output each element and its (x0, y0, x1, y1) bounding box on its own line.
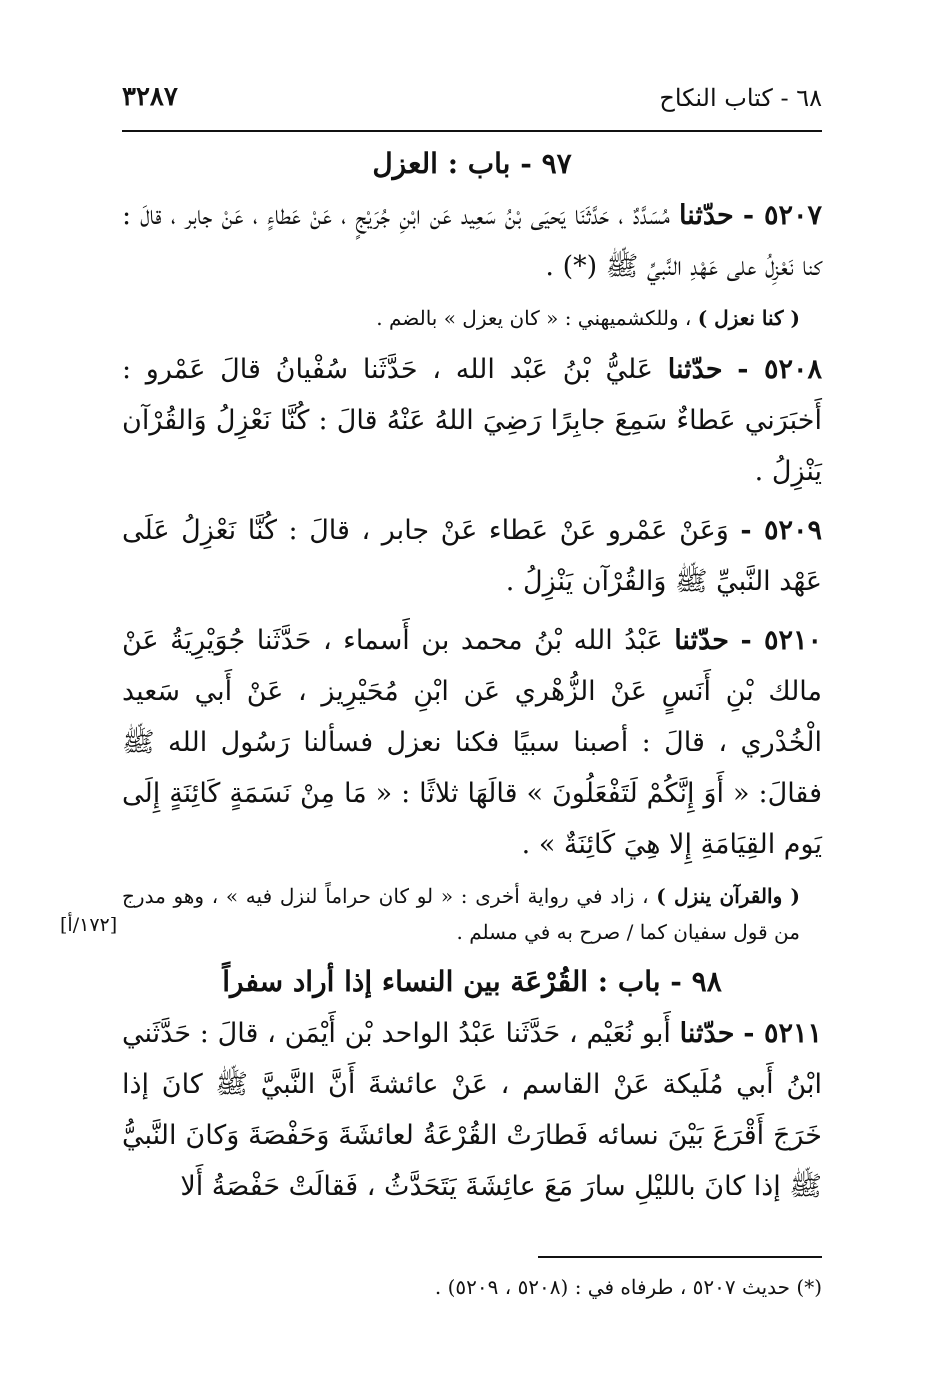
hadith-5211 (122, 1008, 822, 1212)
commentary-5207 (122, 300, 822, 336)
manuscript-folio-marker: [١٧٢/أ] (60, 914, 118, 936)
hadith-number: ٥٢٠٩ - (740, 515, 822, 546)
hadith-lead: حدّثنا (667, 354, 723, 385)
footnote-rule (538, 1256, 822, 1258)
hadith-lead: حدّثنا (674, 625, 729, 656)
section-heading-97: ٩٧ - باب : العزل (372, 147, 572, 180)
hadith-text: عَبْدُ الله بْنُ محمد بن أَسماء ، حَدَّثَنا جُوَيْرِيَةُ عَنْ مالك بْنِ أَنَسٍ عَنْ الزُّهْري عَن ابْنِ مُحَيْرِيز ، عَنْ أَبي سَعيد الْخُدْري ، قالَ : أصبنا سبيًا فكنا نعزل فسألنا رَسُول الله ﷺ فقالَ: « أَوَ إِنَّكُمْ لَتَفْعَلُونَ » قالَهَا ثلاثًا : « مَا مِنْ نَسَمَةٍ كَائِنَةٍ إِلَى يَوم القِيَامَةِ إِلا هِيَ كَائِنَةٌ » . (122, 625, 822, 860)
commentary-keyword: ( والقرآن ينزل ) (656, 884, 800, 908)
hadith-number: ٥٢١٠ - (740, 625, 822, 656)
hadith-number: ٥٢١١ - (743, 1018, 822, 1049)
commentary-5210 (122, 878, 822, 950)
header-rule (122, 130, 822, 132)
commentary-text: ، زاد في رواية أخرى : « لو كان حراماً لنزل فيه » ، وهو مدرج من قول سفيان كما / صرح به في مسلم . (122, 884, 800, 944)
hadith-5209 (122, 505, 822, 607)
commentary-5210-wrap (60, 878, 822, 950)
page-header (122, 84, 822, 124)
page-number: ٣٢٨٧ (122, 82, 178, 112)
hadith-5208 (122, 344, 822, 497)
hadith-lead: حدّثنا (679, 200, 734, 231)
hadith-5207 (122, 190, 822, 292)
commentary-keyword: ( كنا نعزل ) (697, 306, 800, 330)
hadith-number: ٥٢٠٧ - (742, 200, 822, 231)
hadith-number: ٥٢٠٨ - (737, 354, 822, 385)
footnote: (*) حديث ٥٢٠٧ ، طرفاه في : (٥٢٠٨ ، ٥٢٠٩) . (434, 1275, 822, 1299)
section-heading-98: ٩٨ - باب : القُرْعَة بين النساء إذا أراد سفراً (222, 965, 722, 998)
hadith-lead: حدّثنا (679, 1018, 735, 1049)
page-body (60, 136, 822, 1220)
hadith-text: عَليُّ بْنُ عَبْد الله ، حَدَّثَنا سُفْيانُ قالَ عَمْرو : أَخبَرَني عَطاءٌ سَمِعَ جابِرًا رَضِيَ اللهُ عَنْهُ قالَ : كُنَّا نَعْزِلُ وَالقُرْآن يَنْزِلُ . (122, 354, 822, 487)
chapter-title: ٦٨ - كتاب النكاح (659, 84, 822, 112)
hadith-text: وَعَنْ عَمْرو عَنْ عَطاء عَنْ جابر ، قالَ : كُنَّا نَعْزِلُ عَلَى عَهْد النَّبيِّ ﷺ وَالقُرْآن يَنْزِلُ . (122, 515, 822, 597)
hadith-text: مُسَدَّدٌ ، حَدَّثَنَا يَحيَى بْنُ سَعِيد عَن ابْنِ جُرَيْجٍ ، عَنْ عَطاءٍ ، عَنْ جابر ، قالَ : كنا نَعْزِلُ على عَهْدِ النَّبيِّ ﷺ (*) . (122, 200, 822, 282)
hadith-5210 (122, 615, 822, 870)
hadith-text: أَبو نُعَيْم ، حَدَّثَنا عَبْدُ الواحد بْن أَيْمَن ، قالَ : حَدَّثَني ابْنُ أَبي مُلَيكة عَنْ القاسم ، عَنْ عائشةَ أَنَّ النَّبيَّ ﷺ كانَ إذا خَرَجَ أَقْرَعَ بَيْنَ نسائه فَطارَتْ القُرْعَةُ لعائشَةَ وَحَفْصَةَ وَكانَ النَّبيُّ ﷺ إذا كانَ بالليْلِ سارَ مَعَ عائِشَةَ يَتَحَدَّثُ ، فَقالَتْ حَفْصَةُ أَلا (122, 1018, 822, 1202)
commentary-text: ، وللكشميهني : « كان يعزل » بالضم . (376, 306, 692, 330)
